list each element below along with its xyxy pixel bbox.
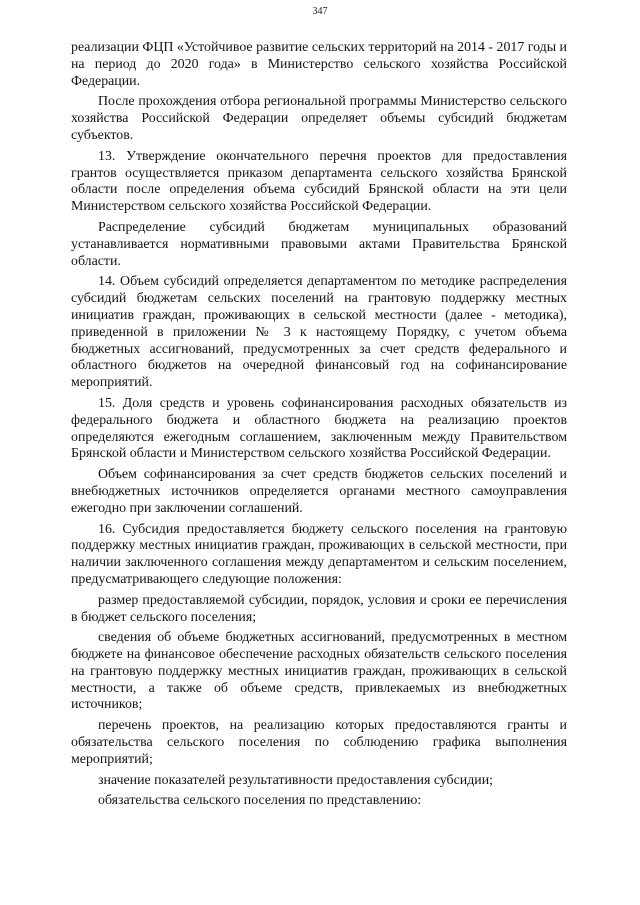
paragraph-program-selection: После прохождения отбора региональной программы Министерство сельского хозяйства Российской Федерации определяет объемы субсидий бюджетам субъектов. [71, 94, 567, 143]
paragraph-performance-indicators: значение показателей результативности предоставления субсидии; [98, 772, 494, 788]
paragraph-reporting-obligations: обязательства сельского поселения по представлению: [98, 793, 422, 809]
document-body [71, 40, 567, 814]
paragraph-14-subsidy-volume: 14. Объем субсидий определяется департаментом по методике распределения субсидий бюджетам сельских поселений на грантовую поддержку местных инициатив граждан, проживающих в сельской местности (далее - методика), приведенной в приложении № 3 к настоящему Порядку, с учетом объема бюджетных ассигнований, предусмотренных за счет средств федерального и областного бюджетов на очередной финансовый год на софинансирование мероприятий. [71, 274, 567, 391]
paragraph-budget-allocations: сведения об объеме бюджетных ассигнований, предусмотренных в местном бюджете на финансовое обеспечение расходных обязательств сельского поселения на грантовую поддержку местных инициатив граждан, проживающих в сельской местности, а также об объеме средств, привлекаемых из внебюджетных источников; [71, 630, 567, 713]
paragraph-cofinancing-volume: Объем софинансирования за счет средств бюджетов сельских поселений и внебюджетных источников определяется органами местного самоуправления ежегодно при заключении соглашений. [71, 467, 567, 516]
paragraph-fcp-submission: реализации ФЦП «Устойчивое развитие сельских территорий на 2014 - 2017 годы и на период до 2020 года» в Министерство сельского хозяйства Российской Федерации. [71, 40, 567, 89]
paragraph-subsidy-distribution: Распределение субсидий бюджетам муниципальных образований устанавливается нормативными правовыми актами Правительства Брянской области. [71, 219, 567, 269]
paragraph-subsidy-size: размер предоставляемой субсидии, порядок, условия и сроки ее перечисления в бюджет сельского поселения; [71, 592, 567, 625]
paragraph-13-final-list: 13. Утверждение окончательного перечня проектов для предоставления грантов осуществляется приказом департамента сельского хозяйства Брянской области после определения объема субсидий Брянской области на эти цели Министерством сельского хозяйства Российской Федерации. [71, 148, 567, 215]
paragraph-project-list: перечень проектов, на реализацию которых предоставляются гранты и обязательства сельского поселения по соблюдению графика выполнения мероприятий; [71, 718, 567, 767]
page-number: 347 [312, 6, 328, 17]
paragraph-16-subsidy-provision: 16. Субсидия предоставляется бюджету сельского поселения на грантовую поддержку местных инициатив граждан, проживающих в сельской местности, при наличии заключенного соглашения между департаментом и сельским поселением, предусматривающего следующие положения: [71, 521, 567, 587]
paragraph-15-cofinancing-share: 15. Доля средств и уровень софинансирования расходных обязательств из федерального бюджета и областного бюджета на реализацию проектов определяются ежегодным соглашением, заключенным между Правительством Брянской области и Министерством сельского хозяйства Российской Федерации. [71, 395, 567, 462]
